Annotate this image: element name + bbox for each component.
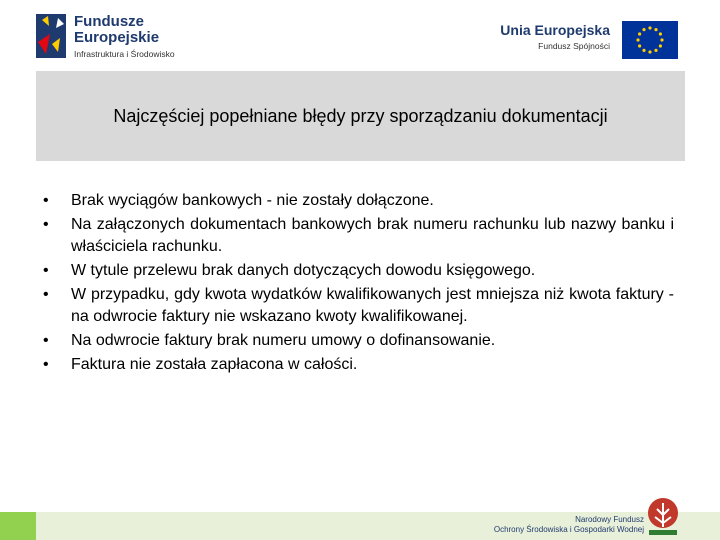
nfos-line2: Ochrony Środowiska i Gospodarki Wodnej bbox=[493, 525, 644, 534]
ue-name: Unia Europejska bbox=[500, 22, 610, 38]
eu-star-icon bbox=[659, 32, 662, 35]
eu-star-icon bbox=[659, 44, 662, 47]
bullet-item bbox=[36, 330, 674, 352]
unia-europejska-text bbox=[500, 22, 610, 51]
bullet-item bbox=[36, 214, 674, 258]
bullet-dot-icon: • bbox=[43, 216, 49, 233]
eu-star-icon bbox=[642, 28, 645, 31]
title-box bbox=[36, 71, 685, 161]
bullet-text: Brak wyciągów bankowych - nie zostały dołączone. bbox=[71, 192, 434, 209]
bullet-text: Na odwrocie faktury brak numeru umowy o dofinansowanie. bbox=[71, 332, 496, 349]
bullet-text: W tytule przelewu brak danych dotyczących dowodu księgowego. bbox=[71, 262, 536, 279]
bullet-text: Na załączonych dokumentach bankowych brak numeru rachunku lub nazwy banku i właściciela rachunku. bbox=[71, 216, 674, 255]
fe-name-line1: Fundusze bbox=[74, 13, 144, 30]
nfos-text bbox=[494, 515, 644, 535]
bullet-dot-icon: • bbox=[43, 356, 49, 373]
ue-subtitle: Fundusz Spójności bbox=[538, 41, 610, 51]
header bbox=[0, 0, 720, 72]
bullet-item bbox=[36, 354, 674, 376]
fundusze-europejskie-logo-icon bbox=[36, 12, 72, 66]
footer-accent bbox=[0, 512, 36, 540]
eu-flag-icon bbox=[622, 21, 678, 59]
eu-star-icon bbox=[654, 49, 657, 52]
bullet-dot-icon: • bbox=[43, 192, 49, 209]
nfos-line1: Narodowy Fundusz bbox=[575, 515, 644, 524]
bullet-list bbox=[36, 190, 674, 378]
bullet-item bbox=[36, 284, 674, 328]
eu-star-icon bbox=[638, 44, 641, 47]
bullet-text: Faktura nie została zapłacona w całości. bbox=[71, 356, 358, 373]
eu-star-icon bbox=[660, 38, 663, 41]
bullet-dot-icon: • bbox=[43, 332, 49, 349]
eu-star-icon bbox=[648, 50, 651, 53]
bullet-text: W przypadku, gdy kwota wydatków kwalifikowanych jest mniejsza niż kwota faktury - na odwrocie faktury nie wskazano kwoty kwalifikowanej. bbox=[71, 286, 674, 325]
bullet-item bbox=[36, 260, 674, 282]
eu-star-icon bbox=[648, 26, 651, 29]
fundusze-europejskie-text bbox=[74, 14, 175, 59]
eu-star-icon bbox=[636, 38, 639, 41]
eu-star-icon bbox=[638, 32, 641, 35]
fe-name-line2: Europejskie bbox=[74, 29, 160, 46]
nfosigw-logo-icon bbox=[645, 497, 681, 537]
bullet-item bbox=[36, 190, 674, 212]
bullet-dot-icon: • bbox=[43, 262, 49, 279]
eu-star-icon bbox=[642, 49, 645, 52]
fe-subtitle: Infrastruktura i Środowisko bbox=[74, 49, 175, 59]
slide-title: Najczęściej popełniane błędy przy sporządzaniu dokumentacji bbox=[113, 105, 608, 126]
bullet-dot-icon: • bbox=[43, 286, 49, 303]
eu-star-icon bbox=[654, 28, 657, 31]
